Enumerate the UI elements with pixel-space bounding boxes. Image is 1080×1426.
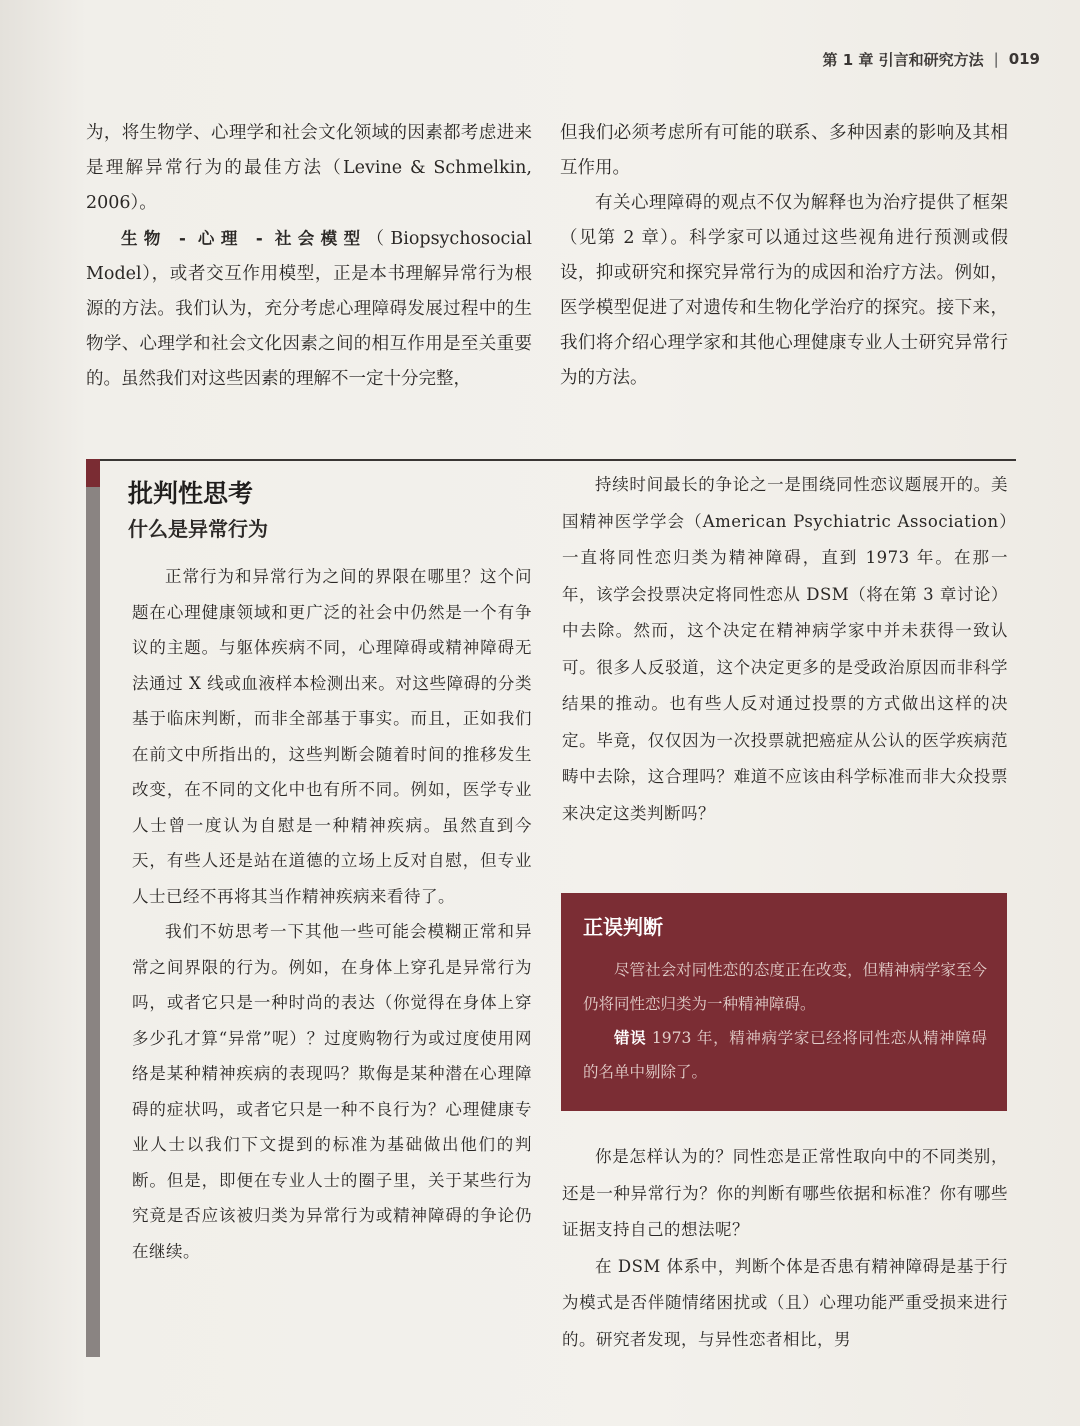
critical-thinking-subtitle: 什么是异常行为	[128, 517, 268, 541]
top-left-column	[86, 116, 532, 397]
answer-text: 1973 年，精神病学家已经将同性恋从精神障碍的名单中剔除了。	[583, 1029, 987, 1081]
key-term: 生物 - 心理 - 社会模型	[121, 229, 367, 248]
true-false-answer	[583, 1021, 987, 1089]
critical-right-column-top	[562, 467, 1008, 832]
true-false-content	[583, 953, 987, 1089]
true-false-box	[561, 893, 1007, 1111]
paragraph: 在 DSM 体系中，判断个体是否患有精神障碍是基于行为模式是否伴随情绪困扰或（且）心理功能严重受损来进行的。研究者发现，与异性恋者相比，男	[562, 1256, 1008, 1349]
true-false-statement: 尽管社会对同性恋的态度正在改变，但精神病学家至今仍将同性恋归类为一种精神障碍。	[583, 961, 987, 1013]
paragraph: 持续时间最长的争论之一是围绕同性恋议题展开的。美国精神医学学会（American Psychiatric Association）一直将同性恋归类为精神障碍，直到 1973 年。在那一年，该学会投票决定将同性恋从 DSM（将在第 3 章讨论）中去除。然而，这个决定在精神病学家中并未获得一致认可。很多人反驳道，这个决定更多的是受政治原因而非科学结果的推动。也有些人反对通过投票的方式做出这样的决定。毕竟，仅仅因为一次投票就把癌症从公认的医学疾病范畴中去除，这合理吗？难道不应该由科学标准而非大众投票来决定这类判断吗？	[562, 475, 1008, 823]
paragraph: 但我们必须考虑所有可能的联系、多种因素的影响及其相互作用。	[560, 123, 1008, 178]
paragraph-biopsychosocial	[86, 221, 532, 397]
top-right-column	[560, 116, 1008, 396]
critical-thinking-sidebar-bar	[86, 459, 100, 1357]
paragraph: 正常行为和异常行为之间的界限在哪里？这个问题在心理健康领域和更广泛的社会中仍然是一个有争议的主题。与躯体疾病不同，心理障碍或精神障碍无法通过 X 线或血液样本检测出来。对这些障碍的分类基于临床判断，而非全部基于事实。而且，正如我们在前文中所指出的，这些判断会随着时间的推移发生改变，在不同的文化中也有所不同。例如，医学专业人士曾一度认为自慰是一种精神疾病。虽然直到今天，有些人还是站在道德的立场上反对自慰，但专业人士已经不再将其当作精神疾病来看待了。	[132, 567, 532, 906]
critical-left-column	[132, 559, 532, 1269]
header-separator: |	[993, 50, 999, 68]
sidebar-accent	[86, 459, 100, 487]
chapter-title: 第 1 章 引言和研究方法	[822, 50, 984, 69]
paragraph: 有关心理障碍的观点不仅为解释也为治疗提供了框架（见第 2 章）。科学家可以通过这些视角进行预测或假设，抑或研究和探究异常行为的成因和治疗方法。例如，医学模型促进了对遗传和生物化学治疗的探究。接下来，我们将介绍心理学家和其他心理健康专业人士研究异常行为的方法。	[560, 193, 1008, 388]
answer-label: 错误	[614, 1029, 647, 1047]
paragraph: 为，将生物学、心理学和社会文化领域的因素都考虑进来是理解异常行为的最佳方法（Levine & Schmelkin, 2006）。	[86, 123, 532, 213]
section-rule	[86, 459, 1016, 461]
paragraph: 我们不妨思考一下其他一些可能会模糊正常和异常之间界限的行为。例如，在身体上穿孔是异常行为吗，或者它只是一种时尚的表达（你觉得在身体上穿多少孔才算“异常”呢）？过度购物行为或过度使用网络是某种精神疾病的表现吗？欺侮是某种潜在心理障碍的症状吗，或者它只是一种不良行为？心理健康专业人士以我们下文提到的标准为基础做出他们的判断。但是，即便在专业人士的圈子里，关于某些行为究竟是否应该被归类为异常行为或精神障碍的争论仍在继续。	[132, 922, 532, 1261]
critical-right-column-bottom	[562, 1139, 1008, 1358]
true-false-title: 正误判断	[583, 915, 663, 939]
running-head	[700, 46, 1040, 72]
paragraph: 你是怎样认为的？同性恋是正常性取向中的不同类别，还是一种异常行为？你的判断有哪些依据和标准？你有哪些证据支持自己的想法呢？	[562, 1147, 1008, 1239]
critical-thinking-title: 批判性思考	[128, 479, 254, 508]
page-number: 019	[1008, 50, 1040, 68]
paragraph-text: （Biopsychosocial Model），或者交互作用模型，正是本书理解异常行为根源的方法。我们认为，充分考虑心理障碍发展过程中的生物学、心理学和社会文化因素之间的相互作用是至关重要的。虽然我们对这些因素的理解不一定十分完整，	[86, 229, 532, 389]
